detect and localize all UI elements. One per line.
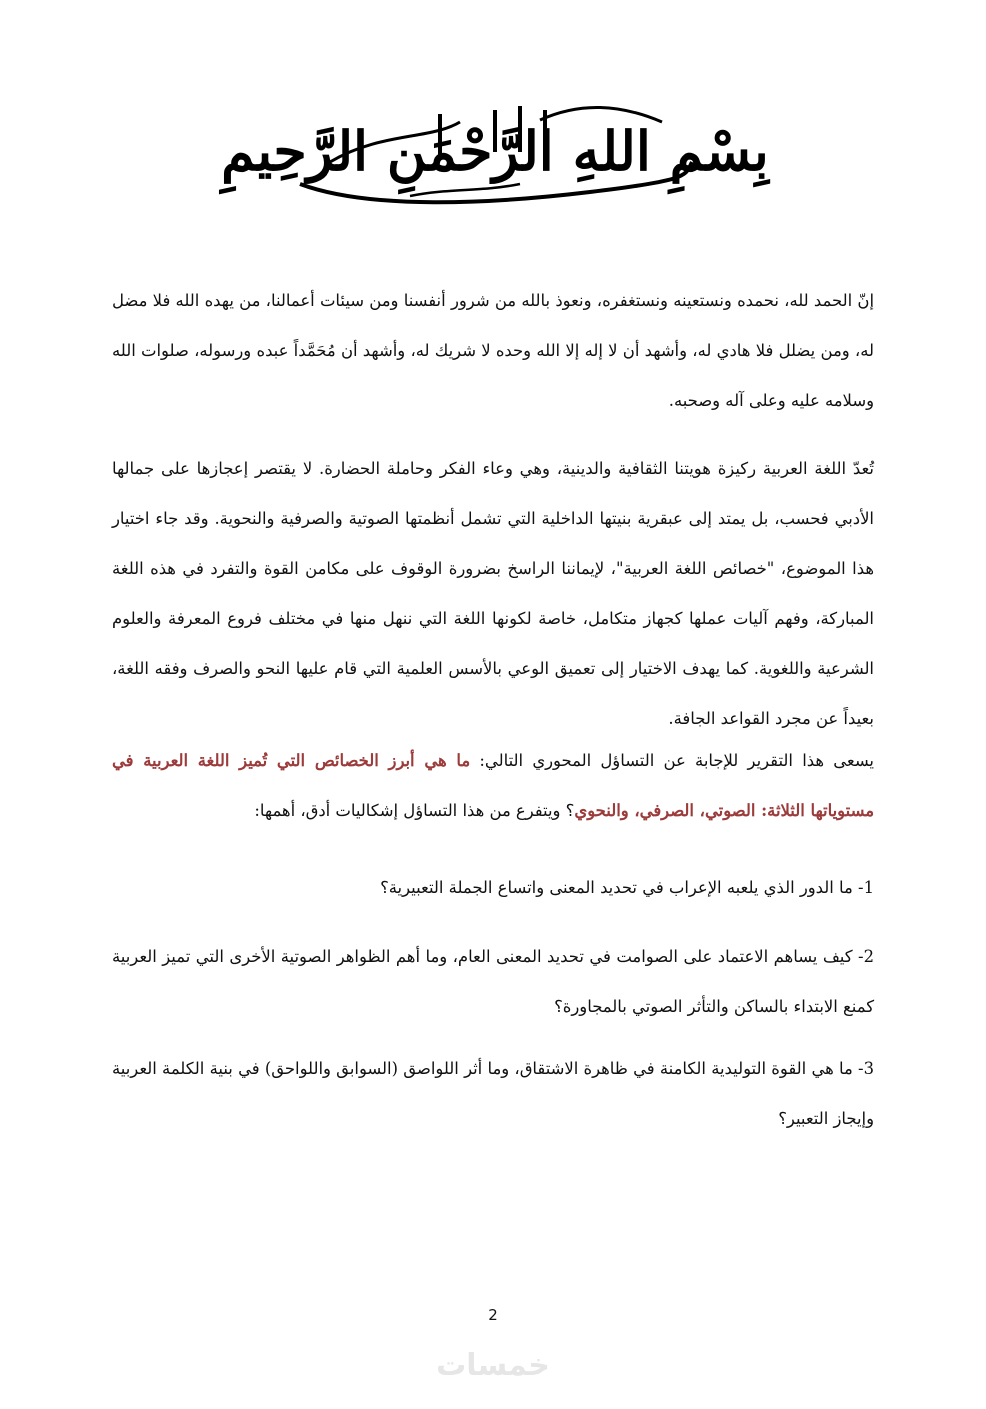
page-number: 2 [488,1306,498,1324]
opening-praise-paragraph: إنّ الحمد لله، نحمده ونستعينه ونستغفره، ونعوذ بالله من شرور أنفسنا ومن سيئات أعمالنا، من يهده الله فلا مضل له، ومن يضلل فلا هادي له، وأشهد أن لا إله إلا الله وحده لا شريك له، وأشهد أن مُحَمَّداً عبده ورسوله، صلوات الله وسلامه عليه وعلى آله وصحبه. [112,291,874,410]
sub-question-1: 1- ما الدور الذي يلعبه الإعراب في تحديد المعنى واتساع الجملة التعبيرية؟ [380,878,874,897]
basmala-calligraphy [221,92,769,210]
sub-question-2: 2- كيف يساهم الاعتماد على الصوامت في تحديد المعنى العام، وما أهم الظواهر الصوتية الأخرى التي تميز العربية كمنع الابتداء بالساكن والتأثر الصوتي بالمجاورة؟ [112,947,874,1016]
basmala-text: بِسْمِ اللهِ الرَّحْمَنِ الرَّحِيمِ [221,119,769,183]
introduction-paragraph: تُعدّ اللغة العربية ركيزة هويتنا الثقافية والدينية، وهي وعاء الفكر وحاملة الحضارة. لا يقتصر إعجازها على جمالها الأدبي فحسب، بل يمتد إلى عبقرية بنيتها الداخلية التي تشمل أنظمتها الصوتية والصرفية والنحوية. وقد جاء اختيار هذا الموضوع، "خصائص اللغة العربية"، لإيماننا الراسخ بضرورة الوقوف على مكامن القوة والتفرد في هذه اللغة المباركة، وفهم آليات عملها كجهاز متكامل، خاصة لكونها اللغة التي ننهل منها في مختلف فروع المعرفة والعلوم الشرعية واللغوية. كما يهدف الاختيار إلى تعميق الوعي بالأسس العلمية التي قام عليها النحو والصرف وفقه اللغة، بعيداً عن مجرد القواعد الجافة. [112,459,874,728]
central-question-highlight: ما هي أبرز الخصائص التي تُميز اللغة العربية في مستوياتها الثلاثة: الصوتي، الصرفي، والنحوي [112,751,874,820]
watermark-logo: خمسات [436,1348,550,1383]
sub-question-3: 3- ما هي القوة التوليدية الكامنة في ظاهرة الاشتقاق، وما أثر اللواصق (السوابق واللواحق) في بنية الكلمة العربية وإيجاز التعبير؟ [112,1059,874,1128]
research-question-lead: يسعى هذا التقرير للإجابة عن التساؤل المحوري التالي: [470,751,874,770]
research-question-tail: ؟ ويتفرع من هذا التساؤل إشكاليات أدق، أهمها: [254,801,575,820]
research-question-paragraph [112,736,874,836]
